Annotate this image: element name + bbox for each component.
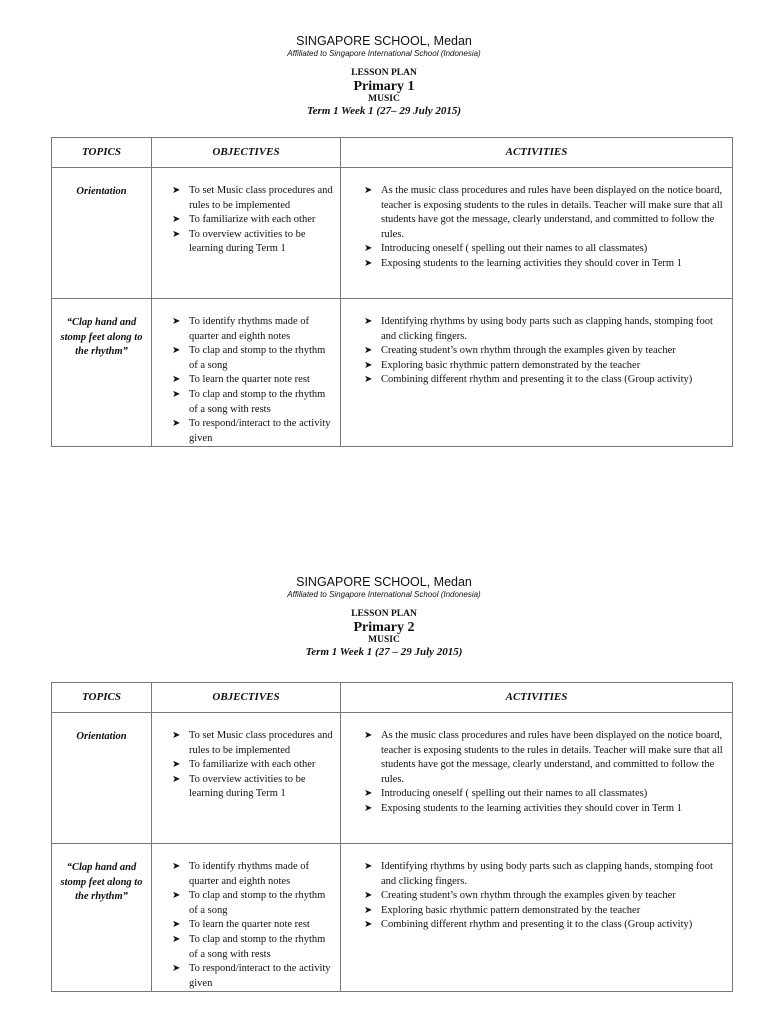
activities-cell [341,844,733,992]
school-city: Medan [433,575,472,589]
arrow-bullet-icon: ➤ [364,316,373,327]
arrow-bullet-icon: ➤ [172,228,181,240]
objective-item: ➤ To clap and stomp to the rhythm of a song [172,345,326,371]
arrow-bullet-icon: ➤ [364,802,373,814]
arrow-bullet-icon: ➤ [172,345,181,357]
arrow-bullet-icon: ➤ [172,185,181,196]
table-header-row [52,138,733,168]
objective-item: ➤ To learn the quarter note rest [172,373,336,388]
arrow-bullet-icon: ➤ [172,919,181,931]
activity-item: ➤ Introducing oneself ( spelling out their names to all classmates) [364,242,726,257]
school-name: SINGAPORE SCHOOL, [296,34,431,48]
arrow-bullet-icon: ➤ [364,185,373,196]
table-header-row [52,683,733,713]
school-line [0,575,768,590]
activity-item: ➤ Combining different rhythm and presenting it to the class (Group activity) [364,918,726,933]
arrow-bullet-icon: ➤ [172,963,181,975]
doc-type: LESSON PLAN [351,68,417,78]
arrow-bullet-icon: ➤ [172,374,181,386]
topic-cell: Orientation [52,168,152,299]
arrow-bullet-icon: ➤ [172,773,181,785]
activity-item: ➤ Exploring basic rhythmic pattern demonstrated by the teacher [364,359,726,374]
activity-item: ➤ Exploring basic rhythmic pattern demonstrated by the teacher [364,904,726,919]
activity-item: ➤ Creating student’s own rhythm through the examples given by teacher [364,889,726,904]
arrow-bullet-icon: ➤ [172,316,181,327]
objective-item: ➤ To identify rhythms made of quarter and eighth notes [172,316,309,342]
activity-item: ➤ Exposing students to the learning activities they should cover in Term 1 [364,257,726,272]
objective-item: ➤ To familiarize with each other [172,758,336,773]
arrow-bullet-icon: ➤ [172,890,181,902]
term-dates: Term 1 Week 1 (27– 29 July 2015) [306,105,462,117]
arrow-bullet-icon: ➤ [364,730,373,741]
affiliation: Affiliated to Singapore International School (Indonesia) [287,49,481,58]
objectives-cell [152,299,341,447]
activity-item: ➤ Introducing oneself ( spelling out their names to all classmates) [364,787,726,802]
objective-item: ➤ To overview activities to be learning during Term 1 [172,228,306,255]
activity-item: ➤ Combining different rhythm and presenting it to the class (Group activity) [364,373,726,388]
term-dates: Term 1 Week 1 (27 – 29 July 2015) [305,646,463,658]
arrow-bullet-icon: ➤ [172,730,181,741]
arrow-bullet-icon: ➤ [364,345,373,357]
school-city: Medan [433,34,472,48]
arrow-bullet-icon: ➤ [364,243,373,255]
table-row [52,299,733,447]
objective-item: ➤ To identify rhythms made of quarter and eighth notes [172,861,309,887]
school-line [0,34,768,49]
table-row [52,168,733,299]
arrow-bullet-icon: ➤ [364,359,373,371]
plan-header [0,575,768,659]
arrow-bullet-icon: ➤ [172,759,181,771]
arrow-bullet-icon: ➤ [364,374,373,386]
header-objectives: OBJECTIVES [152,683,341,713]
header-topics: TOPICS [52,683,152,713]
arrow-bullet-icon: ➤ [172,418,181,430]
affiliation: Affiliated to Singapore International School (Indonesia) [287,590,481,599]
topic-cell: “Clap hand and stomp feet along to the rhythm” [52,844,152,992]
header-activities: ACTIVITIES [341,138,733,168]
subject: MUSIC [368,94,400,104]
arrow-bullet-icon: ➤ [364,904,373,916]
header-objectives: OBJECTIVES [152,138,341,168]
activities-cell [341,713,733,844]
activity-item: ➤ Creating student’s own rhythm through the examples given by teacher [364,344,726,359]
objectives-cell [152,168,341,299]
objective-item: ➤ To overview activities to be learning during Term 1 [172,773,306,800]
table-row [52,844,733,992]
objective-item: ➤ To familiarize with each other [172,213,336,228]
arrow-bullet-icon: ➤ [172,861,181,872]
objective-item: ➤ To clap and stomp to the rhythm of a song with rests [172,388,326,415]
header-activities: ACTIVITIES [341,683,733,713]
table-row [52,713,733,844]
lesson-table [51,137,733,447]
activities-cell [341,299,733,447]
arrow-bullet-icon: ➤ [364,890,373,902]
grade-title: Primary 1 [353,79,415,94]
objective-item: ➤ To learn the quarter note rest [172,918,336,933]
objective-item: ➤ To set Music class procedures and rules to be implemented [172,730,333,756]
topic-cell: “Clap hand and stomp feet along to the rhythm” [52,299,152,447]
activities-cell [341,168,733,299]
activity-item: ➤ As the music class procedures and rules have been displayed on the notice board, teacher is exposing students to the rules in details. Teacher will make sure that all students have got the message, clearly understand, and committed to follow the rules. [364,730,723,785]
activity-item: ➤ Exposing students to the learning activities they should cover in Term 1 [364,802,726,817]
objective-item: ➤ To respond/interact to the activity given [172,418,331,444]
objectives-cell [152,844,341,992]
lesson-table [51,682,733,992]
arrow-bullet-icon: ➤ [364,257,373,269]
objective-item: ➤ To set Music class procedures and rules to be implemented [172,185,333,211]
arrow-bullet-icon: ➤ [172,214,181,226]
subject: MUSIC [368,635,400,645]
objective-item: ➤ To clap and stomp to the rhythm of a song [172,890,326,916]
objective-item: ➤ To respond/interact to the activity given [172,963,331,989]
arrow-bullet-icon: ➤ [172,933,181,945]
activity-item: ➤ Identifying rhythms by using body parts such as clapping hands, stomping foot and clicking fingers. [364,316,713,342]
arrow-bullet-icon: ➤ [364,861,373,872]
objectives-cell [152,713,341,844]
school-name: SINGAPORE SCHOOL, [296,575,431,589]
objective-item: ➤ To clap and stomp to the rhythm of a song with rests [172,933,326,960]
activity-item: ➤ Identifying rhythms by using body parts such as clapping hands, stomping foot and clicking fingers. [364,861,713,887]
header-topics: TOPICS [52,138,152,168]
grade-title: Primary 2 [353,620,415,635]
arrow-bullet-icon: ➤ [172,388,181,400]
doc-type: LESSON PLAN [351,609,417,619]
arrow-bullet-icon: ➤ [364,788,373,800]
topic-cell: Orientation [52,713,152,844]
plan-header [0,34,768,118]
activity-item: ➤ As the music class procedures and rules have been displayed on the notice board, teacher is exposing students to the rules in details. Teacher will make sure that all students have got the message, clearly understand, and committed to follow the rules. [364,185,723,240]
arrow-bullet-icon: ➤ [364,919,373,931]
